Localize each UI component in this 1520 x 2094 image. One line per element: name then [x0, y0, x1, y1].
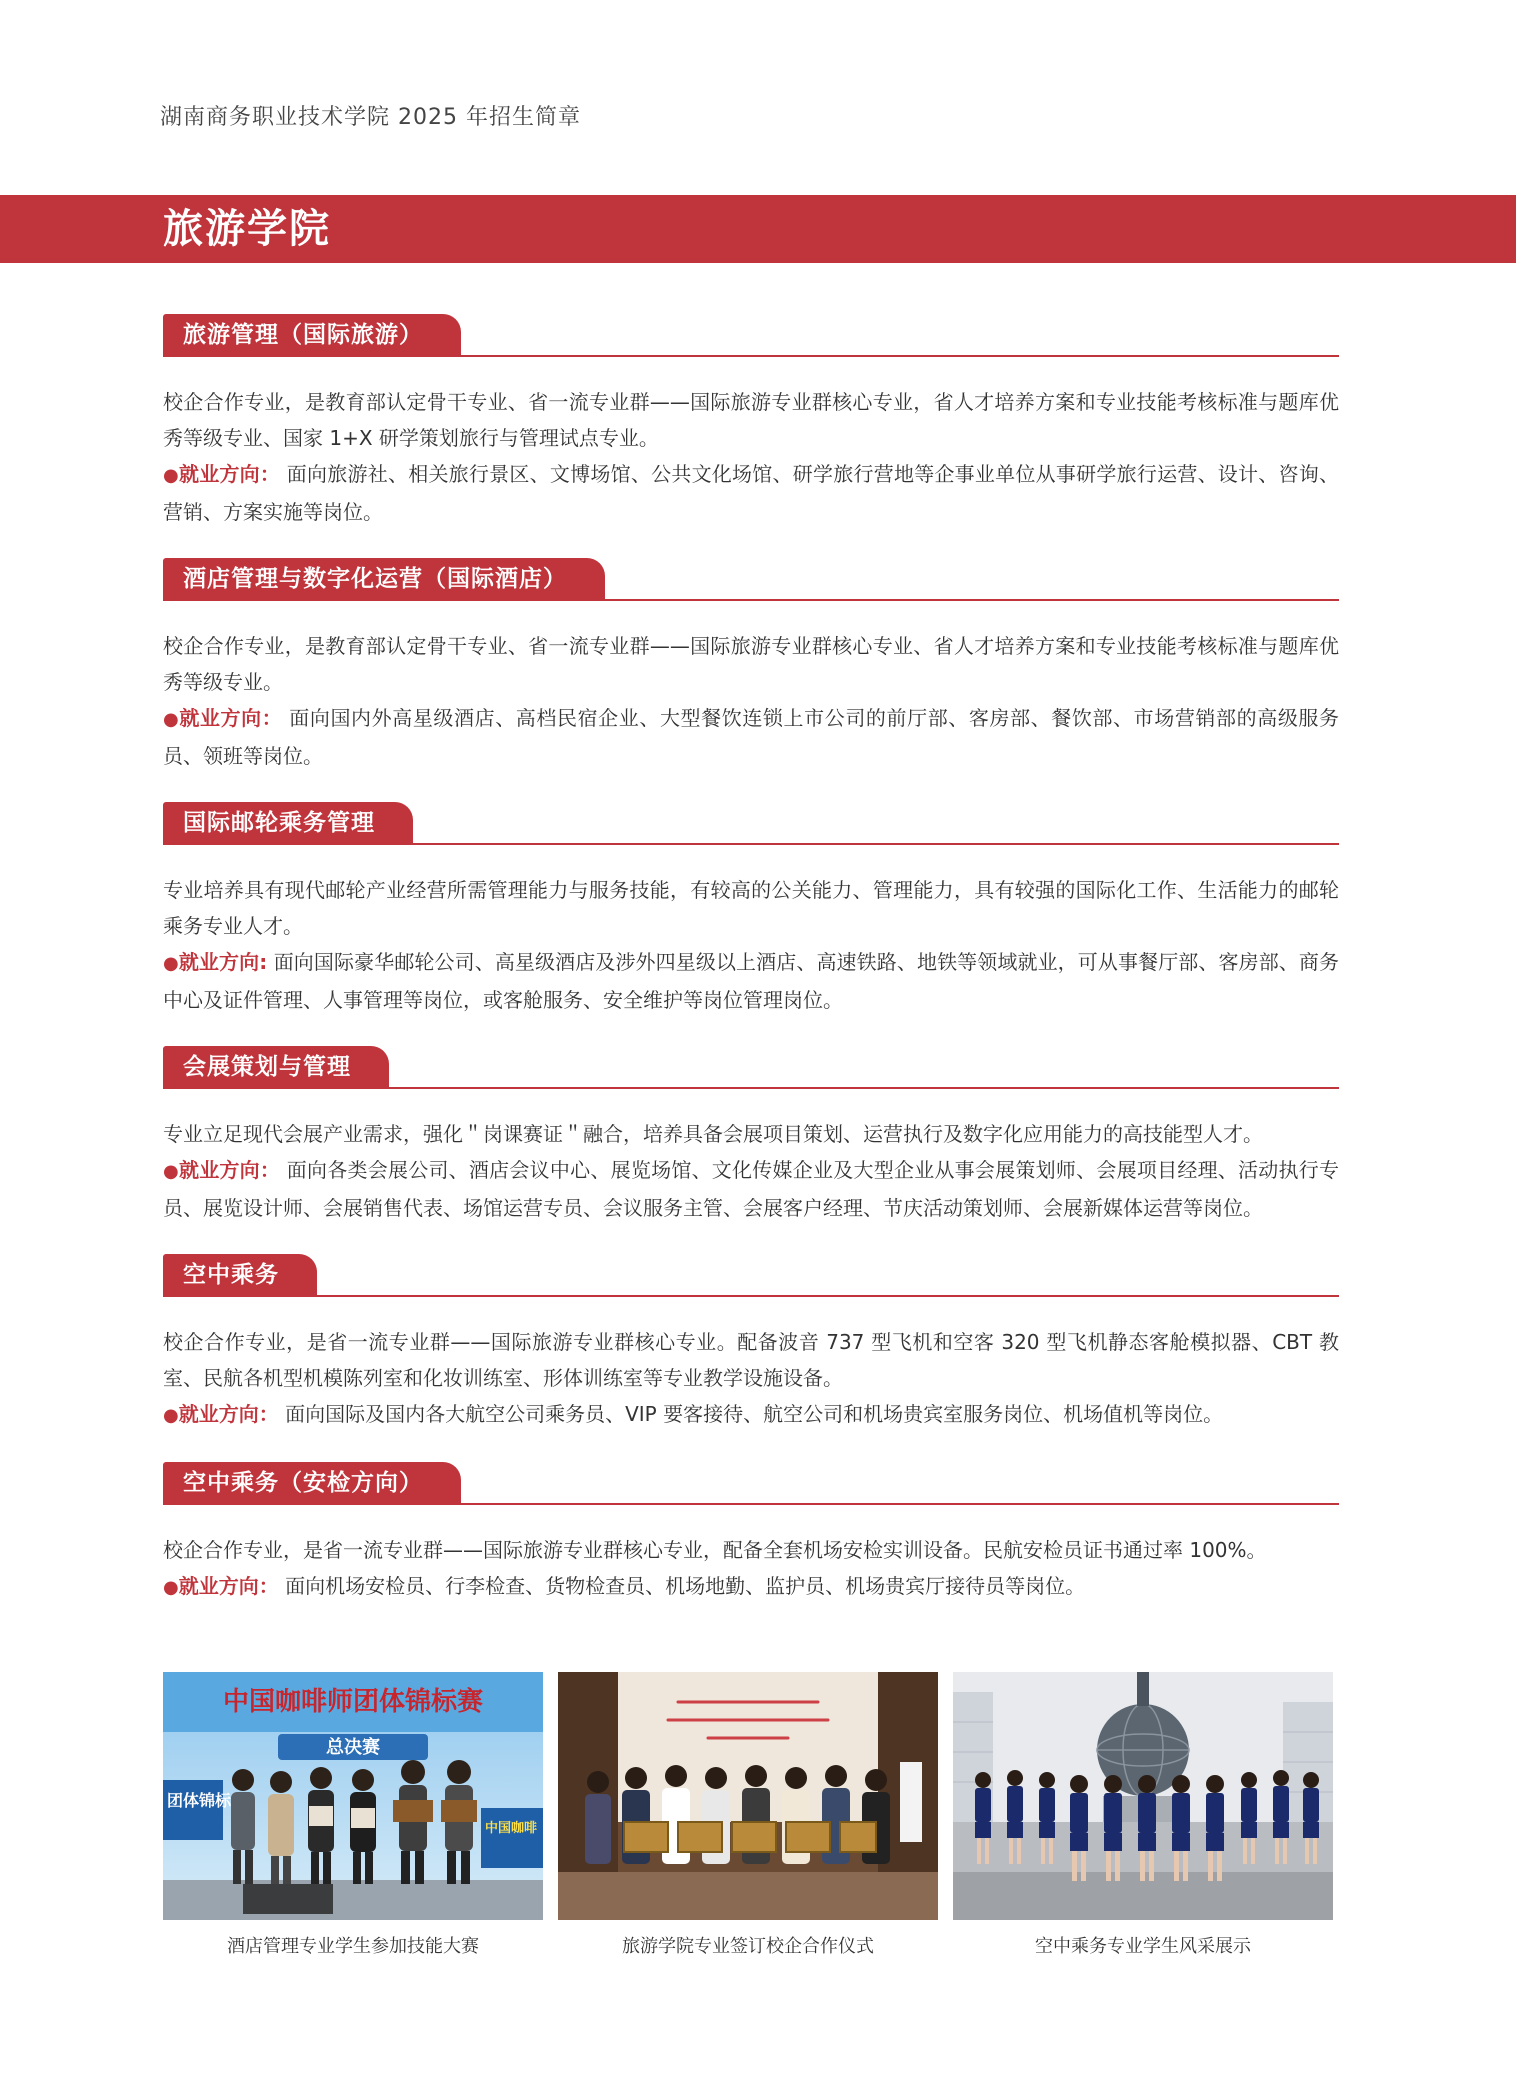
major-section — [163, 1254, 1339, 1434]
competition-photo-illustration — [163, 1672, 543, 1920]
major-section — [163, 558, 1339, 774]
job-label: 就业方向： — [179, 706, 283, 730]
bullet-icon: ● — [163, 1405, 179, 1426]
photo-gallery — [163, 1672, 1339, 1957]
major-header — [163, 558, 1339, 602]
major-title: 国际邮轮乘务管理 — [163, 802, 413, 844]
ceremony-photo-illustration — [558, 1672, 938, 1920]
majors-list — [163, 314, 1339, 1634]
major-body — [163, 1116, 1339, 1226]
major-title: 酒店管理与数字化运营（国际酒店） — [163, 558, 605, 600]
major-body — [163, 384, 1339, 530]
photo-subbanner-text: 总决赛 — [326, 1737, 380, 1757]
brochure-header-title: 湖南商务职业技术学院 2025 年招生简章 — [160, 105, 581, 130]
job-text: 面向国内外高星级酒店、高档民宿企业、大型餐饮连锁上市公司的前厅部、客房部、餐饮部、市场营销部的高级服务员、领班等岗位。 — [163, 706, 1340, 768]
job-label: 就业方向: — [178, 950, 268, 974]
photo-side-text: 团体锦标 — [167, 1793, 232, 1810]
major-body — [163, 1324, 1339, 1434]
major-title: 旅游管理（国际旅游） — [163, 314, 461, 356]
major-header — [163, 1046, 1339, 1090]
job-text: 面向各类会展公司、酒店会议中心、展览场馆、文化传媒企业及大型企业从事会展策划师、会展项目经理、活动执行专员、展览设计师、会展销售代表、场馆运营专员、会议服务主管、会展客户经理、节庆活动策划师、会展新媒体运营等岗位。 — [163, 1158, 1340, 1220]
major-header — [163, 802, 1339, 846]
bullet-icon: ● — [163, 1577, 179, 1598]
major-divider — [163, 1295, 1339, 1297]
major-header — [163, 1254, 1339, 1298]
major-section — [163, 314, 1339, 530]
college-title: 旅游学院 — [163, 206, 331, 252]
major-section — [163, 802, 1339, 1018]
major-header — [163, 1462, 1339, 1506]
major-description: 专业培养具有现代邮轮产业经营所需管理能力与服务技能，有较高的公关能力、管理能力，具有较强的国际化工作、生活能力的邮轮乘务专业人才。 — [163, 878, 1339, 938]
major-section — [163, 1046, 1339, 1226]
major-jobs — [163, 944, 1339, 1018]
major-description: 专业立足现代会展产业需求，强化＂岗课赛证＂融合，培养具备会展项目策划、运营执行及数字化应用能力的高技能型人才。 — [163, 1122, 1263, 1146]
major-description: 校企合作专业，是教育部认定骨干专业、省一流专业群——国际旅游专业群核心专业、省人才培养方案和专业技能考核标准与题库优秀等级专业。 — [163, 634, 1339, 694]
major-body — [163, 628, 1339, 774]
major-title: 空中乘务 — [163, 1254, 317, 1296]
attendants-photo-illustration — [953, 1672, 1333, 1920]
major-title: 会展策划与管理 — [163, 1046, 389, 1088]
bullet-icon: ● — [163, 465, 179, 486]
major-description: 校企合作专业，是省一流专业群——国际旅游专业群核心专业。配备波音 737 型飞机和空客 320 型飞机静态客舱模拟器、CBT 教室、民航各机型机模陈列室和化妆训练室、形体训练室等专业教学设施设备。 — [163, 1330, 1339, 1390]
photo-signing-ceremony — [558, 1672, 938, 1920]
major-body — [163, 1532, 1339, 1606]
photo-caption: 旅游学院专业签订校企合作仪式 — [622, 1936, 874, 1957]
major-description: 校企合作专业，是省一流专业群——国际旅游专业群核心专业，配备全套机场安检实训设备。民航安检员证书通过率 100%。 — [163, 1538, 1267, 1562]
college-banner — [0, 195, 1516, 263]
photo-card — [163, 1672, 543, 1958]
job-label: 就业方向： — [178, 462, 281, 486]
major-jobs — [163, 1152, 1339, 1226]
job-label: 就业方向： — [178, 1158, 281, 1182]
job-text: 面向机场安检员、行李检查、货物检查员、机场地勤、监护员、机场贵宾厅接待员等岗位。 — [285, 1574, 1086, 1598]
major-jobs — [163, 1396, 1339, 1434]
major-section — [163, 1462, 1339, 1606]
bullet-icon: ● — [163, 1161, 179, 1182]
bullet-icon: ● — [163, 953, 179, 974]
job-text: 面向旅游社、相关旅行景区、文博场馆、公共文化场馆、研学旅行营地等企事业单位从事研学旅行运营、设计、咨询、营销、方案实施等岗位。 — [163, 462, 1340, 524]
major-body — [163, 872, 1339, 1018]
job-text: 面向国际豪华邮轮公司、高星级酒店及涉外四星级以上酒店、高速铁路、地铁等领域就业，可从事餐厅部、客房部、商务中心及证件管理、人事管理等岗位，或客舱服务、安全维护等岗位管理岗位。 — [163, 950, 1340, 1012]
bullet-icon: ● — [163, 709, 180, 730]
major-title: 空中乘务（安检方向） — [163, 1462, 461, 1504]
job-label: 就业方向： — [178, 1402, 279, 1426]
photo-card — [558, 1672, 938, 1958]
photo-card — [953, 1672, 1333, 1958]
major-jobs — [163, 456, 1339, 530]
photo-competition — [163, 1672, 543, 1920]
major-description: 校企合作专业，是教育部认定骨干专业、省一流专业群——国际旅游专业群核心专业，省人才培养方案和专业技能考核标准与题库优秀等级专业、国家 1+X 研学策划旅行与管理试点专业。 — [163, 390, 1339, 450]
photo-caption: 酒店管理专业学生参加技能大赛 — [227, 1936, 479, 1957]
major-header — [163, 314, 1339, 358]
major-jobs — [163, 700, 1339, 774]
job-label: 就业方向： — [178, 1574, 279, 1598]
major-jobs — [163, 1568, 1339, 1606]
photo-banner-text: 中国咖啡师团体锦标赛 — [222, 1686, 484, 1716]
photo-flight-attendants — [953, 1672, 1333, 1920]
photo-caption: 空中乘务专业学生风采展示 — [1035, 1936, 1251, 1957]
photo-side-text-2: 中国咖啡 — [485, 1820, 538, 1835]
job-text: 面向国际及国内各大航空公司乘务员、VIP 要客接待、航空公司和机场贵宾室服务岗位、机场值机等岗位。 — [285, 1402, 1224, 1426]
